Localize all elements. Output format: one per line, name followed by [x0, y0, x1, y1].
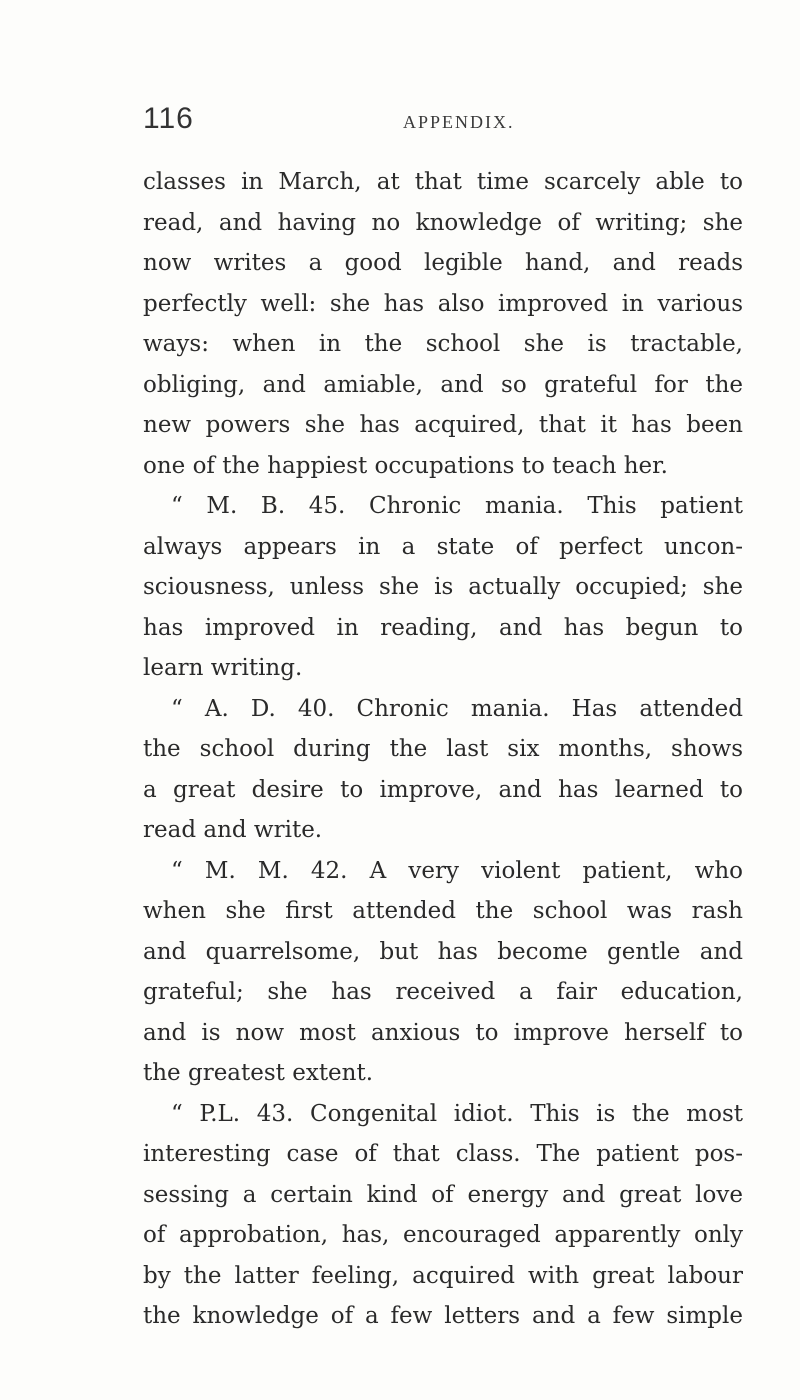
section-title: APPENDIX.: [403, 112, 515, 132]
text-line: the knowledge of a few letters and a few simple: [143, 1303, 743, 1329]
text-line: obliging, and amiable, and so grateful for the: [143, 371, 743, 398]
text-line: “ M. B. 45. Chronic mania. This patient: [171, 493, 743, 519]
text-line: read and write.: [143, 817, 323, 843]
text-line: read, and having no knowledge of writing; she: [143, 209, 743, 236]
text-line: when she first attended the school was rash: [143, 898, 743, 924]
text-line: sessing a certain kind of energy and great love: [143, 1181, 743, 1208]
text-line: “ A. D. 40. Chronic mania. Has attended: [171, 695, 743, 722]
text-line: the school during the last six months, shows: [143, 736, 743, 762]
body-text: [143, 162, 743, 1337]
text-line: one of the happiest occupations to teach her.: [143, 452, 668, 479]
text-line: always appears in a state of perfect uncon-: [143, 533, 743, 560]
text-line: learn writing.: [143, 655, 303, 681]
text-line: new powers she has acquired, that it has been: [143, 412, 743, 438]
text-line: now writes a good legible hand, and reads: [143, 250, 743, 276]
text-line: by the latter feeling, acquired with great labour: [143, 1262, 743, 1289]
text-line: and is now most anxious to improve herself to: [143, 1019, 743, 1046]
text-line: “ P.L. 43. Congenital idiot. This is the most: [171, 1100, 743, 1127]
text-line: has improved in reading, and has begun to: [143, 614, 743, 641]
text-line: “ M. M. 42. A very violent patient, who: [171, 857, 743, 884]
text-line: of approbation, has, encouraged apparently only: [143, 1222, 743, 1248]
running-head: [143, 102, 743, 142]
text-line: ways: when in the school she is tractable,: [143, 331, 743, 357]
text-line: perfectly well: she has also improved in various: [143, 290, 743, 317]
text-line: interesting case of that class. The patient pos-: [143, 1141, 743, 1167]
text-line: and quarrelsome, but has become gentle and: [143, 938, 743, 965]
text-line: grateful; she has received a fair education,: [143, 979, 743, 1005]
text-line: a great desire to improve, and has learned to: [143, 776, 743, 803]
page-number: 116: [143, 102, 194, 135]
text-line: classes in March, at that time scarcely able to: [143, 169, 743, 195]
text-line: sciousness, unless she is actually occupied; she: [143, 574, 743, 600]
text-line: the greatest extent.: [143, 1060, 374, 1086]
